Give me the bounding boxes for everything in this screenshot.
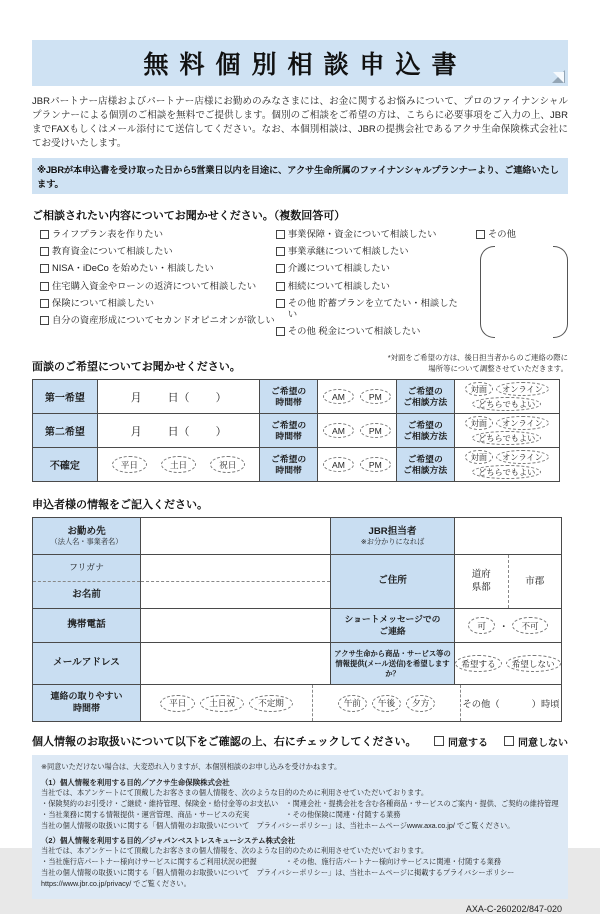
jbr-rep-sublabel: ※お分かりになれば	[360, 537, 425, 547]
checkbox-icon[interactable]	[276, 327, 285, 336]
am-option[interactable]: AM	[323, 389, 354, 404]
furigana-input[interactable]	[141, 555, 330, 582]
contact-irregular-option[interactable]: 不定期	[249, 695, 293, 712]
method-header-line2: ご相談方法	[403, 464, 448, 475]
method-header-line1: ご希望の	[407, 385, 443, 396]
method-header-line1: ご希望の	[407, 453, 443, 464]
paren-close: ）	[215, 391, 227, 404]
method-either-option[interactable]: どちらでもよい	[472, 397, 541, 411]
phone-label: 携帯電話	[67, 619, 106, 631]
meeting-row-undecided	[33, 448, 560, 482]
checkbox-label: 事業保障・資金について相談したい	[287, 229, 437, 240]
method-options-cell	[454, 448, 560, 482]
method-header	[396, 448, 454, 482]
consult-columns	[32, 229, 568, 343]
checkbox-nisa-ideco[interactable]	[40, 263, 276, 275]
jbr-purpose-title: （2）個人情報を利用する目的／ジャパンベストレスキューシステム株式会社	[41, 836, 296, 846]
method-header	[396, 414, 454, 448]
document-code: AXA-C-260202/847-020	[465, 904, 562, 914]
checkbox-icon[interactable]	[40, 247, 49, 256]
sms-label-cell	[331, 609, 455, 642]
applicant-info-table	[32, 517, 562, 722]
consent-required-note: ※同意いただけない場合は、大変恐れ入りますが、本個別相談のお申し込みを受けかねます。	[41, 762, 342, 772]
consult-heading: ご相談されたい内容についてお聞かせください。（複数回答可）	[32, 210, 346, 223]
checkbox-insurance[interactable]	[40, 298, 276, 310]
paren-close: ）	[215, 425, 227, 438]
page-title: 無料個別相談申込書	[143, 51, 468, 79]
city-unit-label: 市郡	[525, 575, 545, 587]
checkbox-label: 介護について相談したい	[287, 263, 390, 274]
time-header-line1: ご希望の	[271, 419, 307, 430]
checkbox-icon[interactable]	[276, 247, 285, 256]
phone-row	[33, 609, 561, 643]
weekend-option[interactable]: 土日	[161, 456, 196, 473]
method-header-line2: ご相談方法	[403, 396, 448, 407]
time-slot-header	[260, 414, 318, 448]
meeting-note-line1: *対面をご希望の方は、後日担当者からのご連絡の際に	[387, 353, 568, 363]
jbr-rep-input[interactable]	[455, 518, 561, 554]
employer-row	[33, 518, 561, 555]
employer-sublabel: （法人名・事業者名）	[50, 537, 123, 547]
contact-notice: ※JBRが本申込書を受け取った日から5営業日以内を目途に、アクサ生命所属のファイナンシャルプランナーより、ご連絡いたします。	[32, 158, 568, 194]
checkbox-label: 相続について相談したい	[287, 280, 390, 291]
mail-optin-options-cell	[455, 643, 561, 684]
time-header-line1: ご希望の	[271, 453, 307, 464]
checkbox-tax[interactable]	[276, 326, 464, 338]
right-paren-decoration	[553, 246, 568, 338]
sms-ng-option[interactable]: 不可	[512, 617, 547, 634]
contact-other-time-zone[interactable]	[461, 685, 561, 721]
checkbox-label: 教育資金について相談したい	[52, 246, 173, 257]
contact-time-label-line1: 連絡の取りやすい	[50, 691, 123, 702]
method-online-option[interactable]: オンライン	[496, 450, 549, 464]
month-label: 月	[130, 391, 142, 404]
employer-label: お勤め先	[67, 525, 106, 537]
checkbox-label: その他 税金について相談したい	[287, 326, 421, 337]
disagree-checkbox[interactable]	[504, 734, 568, 749]
contact-weekend-holiday-option[interactable]: 土日祝	[200, 695, 244, 712]
holiday-option[interactable]: 祝日	[210, 456, 245, 473]
meeting-table	[32, 379, 560, 482]
checkbox-label: NISA・iDeCo を始めたい・相談したい	[52, 263, 214, 274]
sms-options-cell	[455, 609, 561, 642]
checkbox-lifeplan[interactable]	[40, 229, 276, 241]
row-label: 第一希望	[33, 380, 98, 414]
contact-timeofday-zone	[313, 685, 461, 721]
contact-evening-option[interactable]: 夕方	[406, 695, 435, 712]
row-label: 第二希望	[33, 414, 98, 448]
checkbox-icon[interactable]	[40, 282, 49, 291]
mail-optin-label: アクサ生命から商品・サービス等の情報提供(メール送信)を希望しますか？	[334, 648, 451, 678]
method-options-cell	[454, 414, 560, 448]
prefecture-input[interactable]	[455, 555, 509, 608]
checkbox-other[interactable]	[476, 229, 568, 241]
contact-time-label-line2: 時間帯	[72, 703, 100, 714]
checkbox-second-opinion[interactable]	[40, 315, 276, 327]
meeting-note	[388, 353, 568, 374]
ampm-cell	[317, 448, 396, 482]
meeting-note-line2: 場所等について調整させていただきます。	[428, 363, 568, 373]
checkbox-label: 自分の資産形成についてセカンドオピニオンが欲しい	[52, 314, 275, 325]
mail-optin-label-cell	[331, 643, 455, 684]
contact-weekday-option[interactable]: 平日	[160, 695, 195, 712]
address-label-cell	[331, 555, 455, 608]
method-header-line1: ご希望の	[407, 419, 443, 430]
method-in-person-option[interactable]: 対面	[465, 450, 493, 464]
other-write-in-area[interactable]	[480, 246, 568, 338]
sms-separator: ・	[498, 621, 509, 633]
checkbox-icon[interactable]	[504, 736, 514, 746]
city-input[interactable]	[509, 555, 562, 608]
jbr-policy-link-line: 当社の個人情報の取扱いに関する「個人情報のお取扱いについて プライバシーポリシー」は、当社ホームページに掲載するプライバシーポリシー	[41, 868, 515, 878]
contact-time-options-cell	[141, 685, 561, 721]
ampm-cell	[317, 414, 396, 448]
name-input[interactable]	[141, 582, 330, 608]
day-type-cell	[97, 448, 259, 482]
contact-morning-option[interactable]: 午前	[338, 695, 367, 712]
name-label-cell	[33, 555, 141, 608]
name-label: お名前	[72, 588, 101, 600]
jbr-rep-label-cell	[331, 518, 455, 554]
mail-optin-yes-option[interactable]: 希望する	[455, 655, 501, 672]
checkbox-icon[interactable]	[40, 230, 49, 239]
date-input-cell[interactable]	[97, 414, 259, 448]
agree-label: 同意する	[448, 737, 488, 749]
email-input[interactable]	[141, 643, 331, 684]
time-header-line2: 時間帯	[275, 464, 302, 475]
contact-time-row	[33, 685, 561, 721]
consent-options	[434, 734, 568, 749]
checkbox-nursing-care[interactable]	[276, 263, 464, 275]
intro-paragraph: JBRパートナー店様およびパートナー店様にお勤めのみなさまには、お金に関するお悩みについて、プロのファイナンシャルプランナーによる個別のご相談を無料でご提供します。個別のご相談をご希望の方は、こちらに必要事項をご入力の上、JBRまでFAXもしくはメール添付にて送信してください。なお、本個別相談は、JBRの提携会社であるアクサ生命保険株式会社にてお受けいたします。	[32, 96, 568, 150]
time-slot-header	[260, 380, 318, 414]
privacy-consent-row	[32, 733, 568, 749]
weekday-option[interactable]: 平日	[112, 456, 147, 473]
ampm-cell	[317, 380, 396, 414]
axa-purpose-line: ・保険契約のお引受け・ご継続・維持管理、保険金・給付金等のお支払い ・関連会社・提携会社を含む各種商品・サービスのご案内・提供、ご契約の維持管理	[41, 799, 559, 809]
checkbox-label: 事業承継について相談したい	[287, 246, 409, 257]
contact-time-label-cell	[33, 685, 141, 721]
privacy-heading: 個人情報のお取扱いについて以下をご確認の上、右にチェックしてください。	[32, 736, 417, 749]
phone-input[interactable]	[141, 609, 331, 642]
am-option[interactable]: AM	[323, 423, 354, 438]
day-label: 日（	[167, 425, 190, 438]
applicant-info-section	[32, 496, 568, 722]
name-address-row	[33, 555, 561, 609]
sms-label-line2: ご連絡	[379, 625, 406, 636]
method-in-person-option[interactable]: 対面	[465, 382, 493, 396]
phone-label-cell	[33, 609, 141, 642]
checkbox-icon[interactable]	[40, 264, 49, 273]
meeting-heading-row	[32, 353, 568, 374]
prefecture-unit-label: 道府県都	[471, 569, 491, 593]
method-either-option[interactable]: どちらでもよい	[472, 431, 541, 445]
checkbox-business-security[interactable]	[276, 229, 464, 241]
contact-days-zone	[141, 685, 313, 721]
contact-other-open-label: その他（	[462, 699, 500, 710]
consult-other-column	[464, 229, 568, 343]
checkbox-icon[interactable]	[476, 230, 485, 239]
jbr-purpose-line: 当社では、本アンケートにて頂戴したお客さまの個人情報を、次のような目的のために利用させていただいております。	[41, 846, 429, 856]
method-options-cell	[454, 380, 560, 414]
time-header-line2: 時間帯	[275, 430, 302, 441]
pm-option[interactable]: PM	[360, 389, 391, 404]
checkbox-icon[interactable]	[276, 230, 285, 239]
privacy-fineprint	[32, 755, 568, 899]
axa-policy-link-line: 当社の個人情報の取扱いに関する「個人情報のお取扱いについて プライバシーポリシー」は、当社ホームページwww.axa.co.jp/ でご覧ください。	[41, 821, 515, 831]
checkbox-education-fund[interactable]	[40, 246, 276, 258]
consult-right-column	[276, 229, 464, 343]
time-header-line1: ご希望の	[271, 385, 307, 396]
disagree-label: 同意しない	[518, 737, 568, 749]
checkbox-icon[interactable]	[276, 264, 285, 273]
mail-optin-no-option[interactable]: 希望しない	[506, 655, 561, 672]
form-title-bar	[32, 40, 568, 86]
method-either-option[interactable]: どちらでもよい	[472, 465, 541, 479]
date-input-cell[interactable]	[97, 380, 259, 414]
axa-purpose-line: 当社では、本アンケートにて頂戴したお客さまの個人情報を、次のような目的のために利用させていただいております。	[41, 788, 429, 798]
checkbox-business-succession[interactable]	[276, 246, 464, 258]
pm-option[interactable]: PM	[360, 423, 391, 438]
checkbox-icon[interactable]	[40, 316, 49, 325]
email-label: メールアドレス	[53, 657, 120, 669]
page-fold-icon	[552, 70, 565, 83]
method-in-person-option[interactable]: 対面	[465, 416, 493, 430]
method-online-option[interactable]: オンライン	[496, 416, 549, 430]
meeting-preference-section	[32, 353, 568, 482]
month-label: 月	[130, 425, 142, 438]
meeting-row-first-choice	[33, 380, 560, 414]
pm-option[interactable]: PM	[360, 457, 391, 472]
sms-label-line1: ショートメッセージでの	[344, 614, 441, 625]
checkbox-icon[interactable]	[434, 736, 444, 746]
consult-left-column	[32, 229, 276, 343]
contact-afternoon-option[interactable]: 午後	[372, 695, 401, 712]
method-header-line2: ご相談方法	[403, 430, 448, 441]
name-input-cell	[141, 555, 331, 608]
checkbox-label: その他	[488, 229, 516, 240]
day-label: 日（	[167, 391, 190, 404]
agree-checkbox[interactable]	[434, 734, 488, 749]
left-paren-decoration	[480, 246, 495, 338]
email-label-cell	[33, 643, 141, 684]
checkbox-icon[interactable]	[40, 299, 49, 308]
checkbox-savings-plan[interactable]	[276, 298, 464, 321]
checkbox-label: 住宅購入資金やローンの返済について相談したい	[52, 280, 257, 291]
axa-purpose-line: ・当社業務に関する情報提供・運営管理、商品・サービスの充実 ・その他保険に関連・付随する業務	[41, 810, 401, 820]
furigana-label: フリガナ	[69, 562, 104, 573]
time-header-line2: 時間帯	[275, 396, 302, 407]
meeting-row-second-choice	[33, 414, 560, 448]
jbr-purpose-line: ・当社施行店パートナー様向けサービスに関するご利用状況の把握 ・その他、施行店パートナー様向けサービスに関連・付随する業務	[41, 857, 502, 867]
method-header	[396, 380, 454, 414]
email-row	[33, 643, 561, 685]
applicant-heading: 申込者様の情報をご記入ください。	[32, 499, 208, 512]
employer-input[interactable]	[141, 518, 331, 554]
meeting-heading: 面談のご希望についてお聞かせください。	[32, 361, 241, 374]
contact-other-close-label: ）時頃	[531, 699, 560, 710]
checkbox-label: その他 貯蓄プランを立てたい・相談したい	[287, 297, 458, 320]
employer-label-cell	[33, 518, 141, 554]
consult-topics-section	[32, 207, 568, 343]
checkbox-label: 保険について相談したい	[52, 297, 155, 308]
checkbox-icon[interactable]	[276, 282, 285, 291]
checkbox-inheritance[interactable]	[276, 281, 464, 293]
address-input-cell	[455, 555, 561, 608]
address-label: ご住所	[378, 575, 407, 587]
time-slot-header	[260, 448, 318, 482]
checkbox-housing-loan[interactable]	[40, 281, 276, 293]
row-label: 不確定	[33, 448, 98, 482]
jbr-rep-label: JBR担当者	[368, 525, 417, 537]
method-online-option[interactable]: オンライン	[496, 382, 549, 396]
jbr-policy-url-line: https://www.jbr.co.jp/privacy/ でご覧ください。	[41, 879, 191, 889]
am-option[interactable]: AM	[323, 457, 354, 472]
sms-ok-option[interactable]: 可	[468, 617, 495, 634]
checkbox-label: ライフプラン表を作りたい	[52, 229, 164, 240]
axa-purpose-title: （1）個人情報を利用する目的／アクサ生命保険株式会社	[41, 778, 230, 788]
checkbox-icon[interactable]	[276, 299, 285, 308]
